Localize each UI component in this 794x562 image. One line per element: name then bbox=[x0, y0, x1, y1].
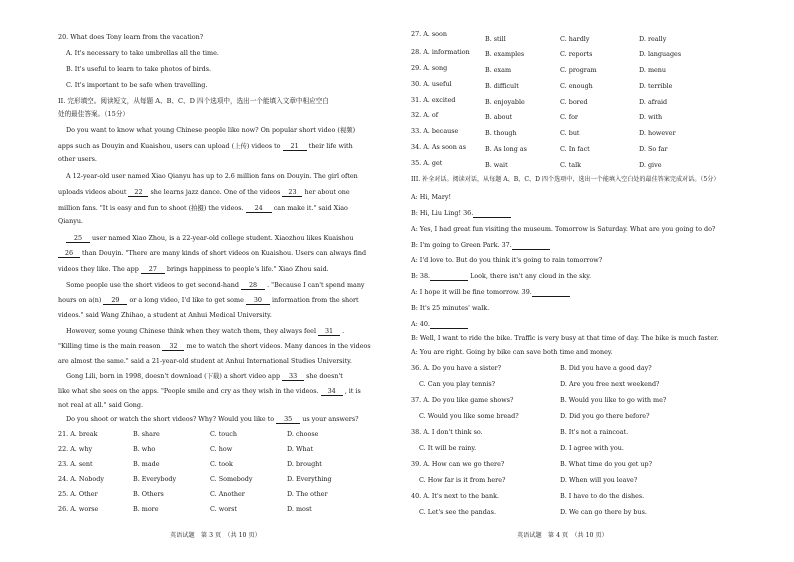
option-31-c: C. bored bbox=[560, 98, 588, 106]
option-40-d: D. We can go there by bus. bbox=[560, 508, 647, 516]
dialog-line-4: B: I'm going to Green Park. 37. bbox=[411, 241, 550, 250]
option-36-b: B. Did you have a good day? bbox=[560, 364, 652, 372]
option-36-c: C. Can you play tennis? bbox=[419, 380, 496, 388]
option-21-c: C. touch bbox=[210, 430, 237, 438]
option-25-a: 25. A. Other bbox=[58, 490, 98, 498]
dialog-line-10: B: Well, I want to ride the bike. Traffic is very busy at that time of day. The bike is much faster. bbox=[411, 334, 719, 342]
dialog-line-11: A: You are right. Going by bike can save both time and money. bbox=[411, 348, 613, 356]
option-37-c: C. Would you like some bread? bbox=[419, 412, 519, 420]
option-30-c: C. enough bbox=[560, 82, 593, 90]
option-35-a: 35. A. get bbox=[411, 159, 443, 167]
option-29-a: 29. A. song bbox=[411, 64, 448, 72]
option-34-d: D. So far bbox=[639, 145, 668, 153]
option-39-c: C. How far is it from here? bbox=[419, 476, 506, 484]
option-40-a: 40. A. It's next to the bank. bbox=[411, 492, 499, 500]
option-35-d: D. give bbox=[639, 161, 662, 169]
option-21-d: D. choose bbox=[287, 430, 319, 438]
section-3-title: III. 补全对话。阅读对话，从每题 A、B、C、D 四个选项中，选出一个能填入空白处的最佳答案完成对话。（5分） bbox=[411, 176, 720, 183]
dialog-line-7: A: I hope it will be fine tomorrow. 39. bbox=[411, 288, 570, 297]
option-39-d: D. When will you leave? bbox=[560, 476, 638, 484]
blank-22: 22 bbox=[128, 188, 148, 197]
option-33-b: B. though bbox=[485, 129, 517, 137]
option-30-d: D. terrible bbox=[639, 82, 673, 90]
blank-29: 29 bbox=[103, 296, 127, 305]
blank-21: 21 bbox=[283, 142, 307, 151]
option-23-a: 23. A. sent bbox=[58, 460, 93, 468]
option-21-a: 21. A. break bbox=[58, 430, 98, 438]
option-38-d: D. I agree with you. bbox=[560, 444, 624, 452]
option-28-c: C. reports bbox=[560, 50, 593, 58]
option-28-a: 28. A. information bbox=[411, 48, 470, 56]
option-33-c: C. but bbox=[560, 129, 580, 137]
option-37-a: 37. A. Do you like game shows? bbox=[411, 396, 514, 404]
passage-paragraph-7: Do you shoot or watch the short videos? Why? Would you like to 35 us your answers? bbox=[66, 415, 359, 423]
option-24-d: D. Everything bbox=[287, 475, 332, 483]
option-36-d: D. Are you free next weekend? bbox=[560, 380, 660, 388]
option-22-a: 22. A. why bbox=[58, 445, 93, 453]
option-35-b: B. wait bbox=[485, 161, 508, 169]
dialog-line-3: A: Yes, I had great fun visiting the museum. Tomorrow is Saturday. What are you going to do? bbox=[411, 225, 716, 233]
option-32-a: 32. A. of bbox=[411, 111, 439, 119]
question-20-stem: 20. What does Tony learn from the vacation? bbox=[58, 33, 204, 41]
option-27-c: C. hardly bbox=[560, 35, 590, 43]
option-40-c: C. Let's see the pandas. bbox=[419, 508, 496, 516]
dialog-line-9: A: 40. bbox=[411, 320, 468, 329]
option-32-c: C. for bbox=[560, 113, 578, 121]
question-20-option-c: C. It's important to be safe when travelling. bbox=[66, 81, 208, 89]
option-33-d: D. however bbox=[639, 129, 676, 137]
passage-paragraph-6: Gong Lili, born in 1998, doesn't download (下载) a short video app 33 she doesn't bbox=[66, 372, 343, 380]
option-27-b: B. still bbox=[485, 35, 506, 43]
dialog-line-1: A: Hi, Mary! bbox=[411, 193, 452, 201]
option-24-a: 24. A. Nobody bbox=[58, 475, 104, 483]
option-31-a: 31. A. excited bbox=[411, 96, 456, 104]
exam-page-3: 20. What does Tony learn from the vacation? A. It's necessary to take umbrellas all the time. B. It's useful to learn to take photos of birds. C. It's important to be safe when travelling. II. 完形填空。阅读短文，从每题 A、B、C、D 四个选项中，选出一个能填入文章中相应空白 处的最佳答案。（15分） Do you want to know what young Chinese people like now? On popular short video (视频) apps such as Douyin and Kuaishou, users can upload (上传) videos to 21 their life with other users. A 12-year-old user named Xiao Qianyu has up to 2.6 million fans on Douyin. The girl often uploads videos about 22 she learns jazz dance. One of the videos 23 her about one million fans. "It is easy and fun to shoot (拍摄) the videos. 24 can make it." said Xiao Qianyu. 25 user named Xiao Zhou, is a 22-year-old college student. Xiaozhou likes Kuaishou 26 than Douyin. "There are many kinds of short videos on Kuaishou. Users can always find videos they like. The app 27 brings happiness to people's life." Xiao Zhou said. Some people use the short videos to get second-hand 28 . "Because I can't spend many hours on a(n) 29 or a long video, I'd like to get some 30 information from the short videos." said Wang Zhihao, a student at Anhui Medical University. However, some young Chinese think when they watch them, they always feel 31 . "Killing time is the main reason 32 me to watch the short videos. Many dances in the videos are almost the same." said a 21-year-old student at Anhui International Studies University. Gong Lili, born in 1998, doesn't download (下载) a short video app 33 she doesn't like what she sees on the apps. "People smile and cry as they wish in the videos. 34 , it is not real at all." said Gong. Do you shoot or watch the short videos? Why? Would you like to 35 us your answers? 21. A. break B. share C. touch D. choose 22. A. why B. who C. how D. What 23. A. sent B. made C. took D. brought 24. A. Nobody B. Everybody C. Somebody D. Everything 25. A. Other B. Others C. Another D. The other 26. A. worse B. more C. worst D. most 英语试题 第 3 页 （共 10 页） bbox=[58, 33, 371, 539]
option-38-c: C. It will be rainy. bbox=[419, 444, 477, 452]
blank-24: 24 bbox=[246, 204, 272, 213]
option-37-d: D. Did you go there before? bbox=[560, 412, 650, 420]
option-21-b: B. share bbox=[133, 430, 160, 438]
option-28-b: B. examples bbox=[485, 50, 525, 58]
option-23-c: C. took bbox=[210, 460, 233, 468]
passage-paragraph-5: However, some young Chinese think when they watch them, they always feel 31 . bbox=[66, 327, 345, 335]
blank-26: 26 bbox=[58, 249, 80, 258]
option-23-d: D. brought bbox=[287, 460, 322, 468]
option-34-b: B. As long as bbox=[485, 145, 527, 153]
option-22-d: D. What bbox=[287, 445, 314, 453]
blank-34: 34 bbox=[321, 387, 343, 396]
blank-27: 27 bbox=[141, 265, 165, 274]
option-24-b: B. Everybody bbox=[133, 475, 177, 483]
exam-page-4 bbox=[397, 0, 794, 562]
passage-paragraph-1-line2: apps such as Douyin and Kuaishou, users can upload (上传) videos to 21 their life with bbox=[58, 142, 353, 150]
option-40-b: B. I have to do the dishes. bbox=[560, 492, 645, 500]
question-20-option-b: B. It's useful to learn to take photos of birds. bbox=[66, 65, 212, 73]
option-29-b: B. exam bbox=[485, 66, 512, 74]
blank-35: 35 bbox=[276, 415, 300, 424]
option-25-c: C. Another bbox=[210, 490, 245, 498]
option-34-c: C. In fact bbox=[560, 145, 590, 153]
option-30-b: B. difficult bbox=[485, 82, 519, 90]
option-31-b: B. enjoyable bbox=[485, 98, 525, 106]
option-22-c: C. how bbox=[210, 445, 233, 453]
option-29-d: D. menu bbox=[639, 66, 667, 74]
dialog-line-6: B: 38. Look, there isn't any cloud in the sky. bbox=[411, 272, 592, 280]
option-28-d: D. languages bbox=[639, 50, 682, 58]
option-32-d: D. with bbox=[639, 113, 663, 121]
passage-paragraph-4: Some people use the short videos to get second-hand 28 . "Because I can't spend many bbox=[66, 281, 365, 289]
option-27-a: 27. A. soon bbox=[411, 30, 447, 38]
option-24-c: C. Somebody bbox=[210, 475, 253, 483]
question-20-option-a: A. It's necessary to take umbrellas all the time. bbox=[66, 49, 219, 57]
blank-28: 28 bbox=[241, 281, 265, 290]
option-35-c: C. talk bbox=[560, 161, 582, 169]
passage-paragraph-1: Do you want to know what young Chinese people like now? On popular short video (视频) bbox=[66, 126, 356, 134]
dialog-line-2: B: Hi, Liu Ling! 36. bbox=[411, 209, 511, 218]
page-footer-4: 英语试题 第 4 页 （共 10 页） bbox=[517, 532, 608, 539]
option-36-a: 36. A. Do you have a sister? bbox=[411, 364, 502, 372]
option-31-d: D. afraid bbox=[639, 98, 668, 106]
blank-38 bbox=[430, 272, 468, 281]
section-2-title-line2: 处的最佳答案。（15分） bbox=[58, 110, 130, 118]
option-22-b: B. who bbox=[133, 445, 156, 453]
option-25-d: D. The other bbox=[287, 490, 328, 498]
option-38-a: 38. A. I don't think so. bbox=[411, 428, 483, 436]
option-26-d: D. most bbox=[287, 505, 312, 513]
page-footer-3: 英语试题 第 3 页 （共 10 页） bbox=[170, 532, 261, 539]
blank-23: 23 bbox=[282, 188, 302, 197]
option-29-c: C. program bbox=[560, 66, 597, 74]
option-27-d: D. really bbox=[639, 35, 667, 43]
passage-paragraph-2: A 12-year-old user named Xiao Qianyu has up to 2.6 million fans on Douyin. The girl often bbox=[66, 172, 358, 180]
option-39-a: 39. A. How can we go there? bbox=[411, 460, 505, 468]
option-32-b: B. about bbox=[485, 113, 513, 121]
blank-39 bbox=[532, 288, 570, 297]
passage-paragraph-3: 25 user named Xiao Zhou, is a 22-year-old college student. Xiaozhou likes Kuaishou bbox=[66, 234, 354, 243]
option-25-b: B. Others bbox=[133, 490, 164, 498]
dialog-line-5: A: I'd love to. But do you think it's going to rain tomorrow? bbox=[411, 256, 603, 264]
option-26-b: B. more bbox=[133, 505, 159, 513]
section-2-title: II. 完形填空。阅读短文，从每题 A、B、C、D 四个选项中，选出一个能填入文章中相应空白 bbox=[58, 97, 329, 105]
option-34-a: 34. A. As soon as bbox=[411, 143, 467, 151]
blank-31: 31 bbox=[318, 327, 340, 336]
blank-25: 25 bbox=[66, 234, 90, 243]
option-39-b: B. What time do you get up? bbox=[560, 460, 653, 468]
blank-32: 32 bbox=[162, 342, 184, 351]
option-26-a: 26. A. worse bbox=[58, 505, 99, 513]
option-30-a: 30. A. useful bbox=[411, 80, 452, 88]
option-23-b: B. made bbox=[133, 460, 160, 468]
blank-40 bbox=[430, 320, 468, 329]
blank-30: 30 bbox=[246, 296, 270, 305]
option-33-a: 33. A. because bbox=[411, 127, 459, 135]
option-38-b: B. It's not a raincoat. bbox=[560, 428, 629, 436]
blank-36 bbox=[473, 209, 511, 218]
option-37-b: B. Would you like to go with me? bbox=[560, 396, 667, 404]
dialog-line-8: B: It's 25 minutes' walk. bbox=[411, 304, 490, 312]
blank-33: 33 bbox=[282, 372, 304, 381]
blank-37 bbox=[512, 241, 550, 250]
option-26-c: C. worst bbox=[210, 505, 237, 513]
